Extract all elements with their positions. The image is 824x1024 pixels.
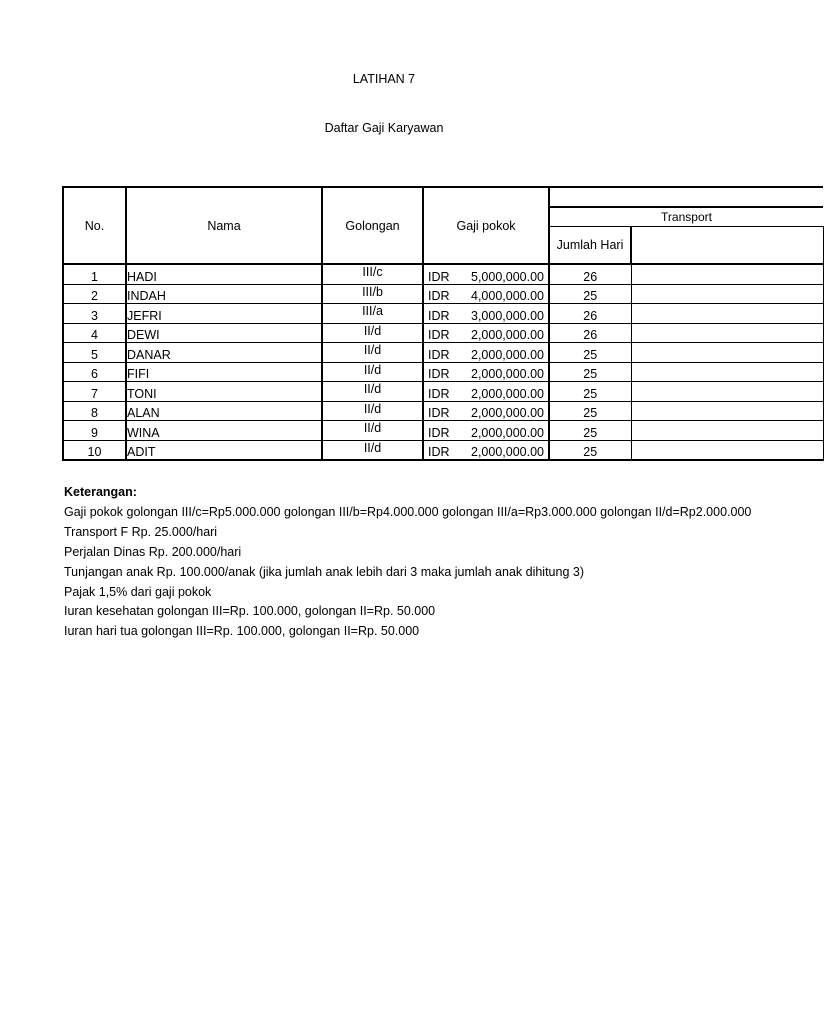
cell-jumlah-hari: 26 <box>549 304 631 324</box>
table-row <box>63 382 823 402</box>
cell-currency: IDR <box>428 425 450 440</box>
cell-gaji-pokok <box>423 362 549 382</box>
cell-golongan: III/c <box>322 264 423 284</box>
cell-gaji-pokok <box>423 421 549 441</box>
cell-transport-amount <box>631 264 823 284</box>
table-row <box>63 323 823 343</box>
notes-heading: Keterangan: <box>64 485 137 499</box>
cell-jumlah-hari: 25 <box>549 343 631 363</box>
cell-golongan: III/a <box>322 304 423 324</box>
cell-gaji-pokok <box>423 440 549 460</box>
cell-jumlah-hari: 26 <box>549 323 631 343</box>
cell-currency: IDR <box>428 445 450 459</box>
cell-gaji-pokok <box>423 343 549 363</box>
cell-jumlah-hari: 25 <box>549 284 631 304</box>
cell-gaji-pokok <box>423 401 549 421</box>
note-line: Pajak 1,5% dari gaji pokok <box>64 584 212 599</box>
cell-gaji-pokok <box>423 304 549 324</box>
table-row <box>63 343 823 363</box>
cell-transport-amount <box>631 284 823 304</box>
table-row <box>63 304 823 324</box>
header-transport-amount <box>631 227 823 265</box>
cell-currency: IDR <box>428 308 450 323</box>
cell-gaji-pokok <box>423 382 549 402</box>
note-line: Iuran kesehatan golongan III=Rp. 100.000, golongan II=Rp. 50.000 <box>64 604 436 619</box>
page-title: LATIHAN 7 <box>352 72 416 86</box>
cell-nama: ALAN <box>126 401 322 421</box>
cell-no: 1 <box>63 264 126 284</box>
cell-gaji-pokok <box>423 323 549 343</box>
cell-transport-amount <box>631 401 823 421</box>
cell-transport-amount <box>631 304 823 324</box>
header-gaji-pokok: Gaji pokok <box>423 187 549 264</box>
cell-nama: JEFRI <box>126 304 322 324</box>
cell-transport-amount <box>631 421 823 441</box>
cell-no: 2 <box>63 284 126 304</box>
cell-no: 8 <box>63 401 126 421</box>
cell-nama: HADI <box>126 264 322 284</box>
page-subtitle: Daftar Gaji Karyawan <box>324 121 444 135</box>
cell-no: 9 <box>63 421 126 441</box>
cell-amount: 2,000,000.00 <box>471 445 544 459</box>
cell-golongan: II/d <box>322 440 423 460</box>
note-line: Tunjangan anak Rp. 100.000/anak (jika jumlah anak lebih dari 3 maka jumlah anak dihitung 3) <box>64 564 585 579</box>
header-nama: Nama <box>126 187 322 264</box>
cell-currency: IDR <box>428 367 450 381</box>
cell-golongan: II/d <box>322 362 423 382</box>
cell-nama: DANAR <box>126 343 322 363</box>
cell-no: 5 <box>63 343 126 363</box>
cell-golongan: II/d <box>322 401 423 421</box>
cell-amount: 2,000,000.00 <box>471 367 544 381</box>
table-row <box>63 421 823 441</box>
cell-amount: 3,000,000.00 <box>471 308 544 323</box>
cell-amount: 5,000,000.00 <box>471 269 544 284</box>
cell-currency: IDR <box>428 406 450 420</box>
table-row <box>63 284 823 304</box>
cell-transport-amount <box>631 362 823 382</box>
cell-amount: 2,000,000.00 <box>471 347 544 362</box>
table-row <box>63 440 823 460</box>
note-line: Gaji pokok golongan III/c=Rp5.000.000 golongan III/b=Rp4.000.000 golongan III/a=Rp3.000.000 golongan II/d=Rp2.000.000 <box>64 504 752 519</box>
cell-amount: 2,000,000.00 <box>471 425 544 440</box>
cell-no: 6 <box>63 362 126 382</box>
cell-jumlah-hari: 26 <box>549 264 631 284</box>
note-line: Iuran hari tua golongan III=Rp. 100.000, golongan II=Rp. 50.000 <box>64 624 420 639</box>
cell-amount: 2,000,000.00 <box>471 406 544 420</box>
note-line: Perjalan Dinas Rp. 200.000/hari <box>64 544 242 559</box>
cell-jumlah-hari: 25 <box>549 401 631 421</box>
header-jumlah-hari: Jumlah Hari <box>549 227 631 265</box>
cell-currency: IDR <box>428 269 450 284</box>
salary-table <box>62 186 824 461</box>
cell-jumlah-hari: 25 <box>549 362 631 382</box>
cell-amount: 4,000,000.00 <box>471 289 544 303</box>
cell-nama: WINA <box>126 421 322 441</box>
cell-no: 4 <box>63 323 126 343</box>
cell-nama: INDAH <box>126 284 322 304</box>
cell-transport-amount <box>631 382 823 402</box>
cell-nama: ADIT <box>126 440 322 460</box>
cell-golongan: II/d <box>322 382 423 402</box>
cell-golongan: III/b <box>322 284 423 304</box>
cell-nama: FIFI <box>126 362 322 382</box>
cell-transport-amount <box>631 323 823 343</box>
note-line: Transport F Rp. 25.000/hari <box>64 524 218 539</box>
cell-amount: 2,000,000.00 <box>471 386 544 401</box>
cell-currency: IDR <box>428 347 450 362</box>
salary-table-body <box>63 264 823 460</box>
table-row <box>63 264 823 284</box>
cell-currency: IDR <box>428 386 450 401</box>
cell-nama: TONI <box>126 382 322 402</box>
header-golongan: Golongan <box>322 187 423 264</box>
cell-currency: IDR <box>428 328 450 342</box>
cell-gaji-pokok <box>423 284 549 304</box>
cell-transport-amount <box>631 440 823 460</box>
cell-no: 3 <box>63 304 126 324</box>
salary-table-container <box>62 186 712 464</box>
notes-lines <box>64 503 764 642</box>
cell-currency: IDR <box>428 289 450 303</box>
cell-gaji-pokok <box>423 264 549 284</box>
cell-no: 7 <box>63 382 126 402</box>
notes-section <box>64 483 764 642</box>
cell-golongan: II/d <box>322 421 423 441</box>
cell-golongan: II/d <box>322 343 423 363</box>
table-row <box>63 362 823 382</box>
cell-jumlah-hari: 25 <box>549 382 631 402</box>
header-top-spacer <box>549 187 823 207</box>
cell-jumlah-hari: 25 <box>549 421 631 441</box>
cell-nama: DEWI <box>126 323 322 343</box>
cell-amount: 2,000,000.00 <box>471 328 544 342</box>
cell-jumlah-hari: 25 <box>549 440 631 460</box>
header-transport: Transport <box>549 207 823 227</box>
cell-no: 10 <box>63 440 126 460</box>
cell-transport-amount <box>631 343 823 363</box>
cell-golongan: II/d <box>322 323 423 343</box>
header-no: No. <box>63 187 126 264</box>
table-row <box>63 401 823 421</box>
